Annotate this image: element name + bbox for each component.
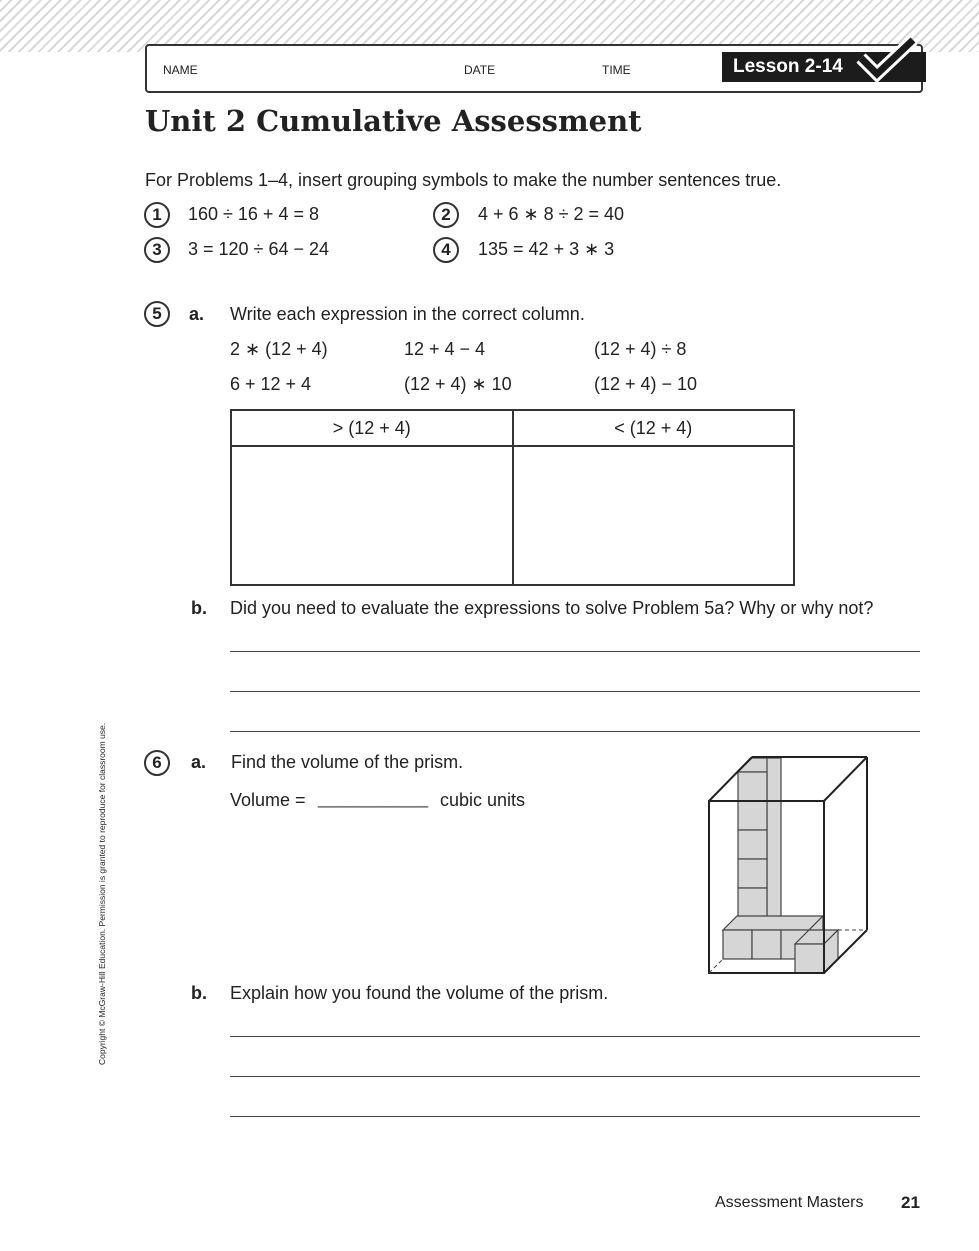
answer-line[interactable] bbox=[230, 651, 920, 652]
expression: 2 ∗ (12 + 4) bbox=[230, 339, 328, 359]
volume-blank[interactable]: ___________ bbox=[318, 788, 429, 808]
expression: (12 + 4) − 10 bbox=[594, 374, 698, 394]
part-label: b. bbox=[191, 983, 207, 1003]
instructions: For Problems 1–4, insert grouping symbols to make the number sentences true. bbox=[145, 170, 782, 190]
name-label: NAME bbox=[163, 63, 198, 77]
answer-line[interactable] bbox=[230, 691, 920, 692]
problem-1: 160 ÷ 16 + 4 = 8 bbox=[188, 204, 319, 224]
problem-number: 5 bbox=[144, 301, 170, 327]
problem-number: 4 bbox=[433, 237, 459, 263]
column-header: > (12 + 4) bbox=[231, 410, 513, 446]
problem-number: 2 bbox=[433, 202, 459, 228]
answer-line[interactable] bbox=[230, 1076, 920, 1077]
copyright-notice: Copyright © McGraw-Hill Education. Permission is granted to reproduce for classroom use. bbox=[97, 722, 107, 1065]
answer-line[interactable] bbox=[230, 1116, 920, 1117]
problem-4: 135 = 42 + 3 ∗ 3 bbox=[478, 239, 615, 259]
expression: 12 + 4 − 4 bbox=[404, 339, 486, 359]
column-header: < (12 + 4) bbox=[513, 410, 795, 446]
footer-label: Assessment Masters bbox=[715, 1194, 864, 1211]
prism-figure bbox=[700, 750, 880, 980]
problem-number: 1 bbox=[144, 202, 170, 228]
volume-label: Volume = bbox=[230, 790, 306, 810]
problem-5b-text: Did you need to evaluate the expressions to solve Problem 5a? Why or why not? bbox=[230, 598, 874, 618]
time-label: TIME bbox=[602, 63, 631, 77]
units-label: cubic units bbox=[440, 790, 526, 810]
date-label: DATE bbox=[464, 63, 496, 77]
answer-line[interactable] bbox=[230, 1036, 920, 1037]
problem-6a-text: Find the volume of the prism. bbox=[231, 752, 464, 772]
part-label: b. bbox=[191, 598, 207, 618]
expression: 6 + 12 + 4 bbox=[230, 374, 312, 394]
page-title: Unit 2 Cumulative Assessment bbox=[145, 104, 642, 138]
problem-number: 3 bbox=[144, 237, 170, 263]
lesson-badge: Lesson 2-14 bbox=[722, 52, 926, 82]
answer-cell[interactable] bbox=[231, 446, 513, 585]
problem-3: 3 = 120 ÷ 64 − 24 bbox=[188, 239, 329, 259]
sort-table bbox=[230, 409, 795, 586]
answer-cell[interactable] bbox=[513, 446, 795, 585]
answer-line[interactable] bbox=[230, 731, 920, 732]
problem-5a-text: Write each expression in the correct column. bbox=[230, 304, 585, 324]
problem-number: 6 bbox=[144, 750, 170, 776]
checkmark-icon bbox=[855, 34, 925, 84]
expression: (12 + 4) ÷ 8 bbox=[594, 339, 687, 359]
problem-2: 4 + 6 ∗ 8 ÷ 2 = 40 bbox=[478, 204, 625, 224]
part-label: a. bbox=[189, 304, 205, 324]
page-number: 21 bbox=[901, 1193, 920, 1212]
problem-6b-text: Explain how you found the volume of the prism. bbox=[230, 983, 609, 1003]
part-label: a. bbox=[191, 752, 207, 772]
expression: (12 + 4) ∗ 10 bbox=[404, 374, 512, 394]
